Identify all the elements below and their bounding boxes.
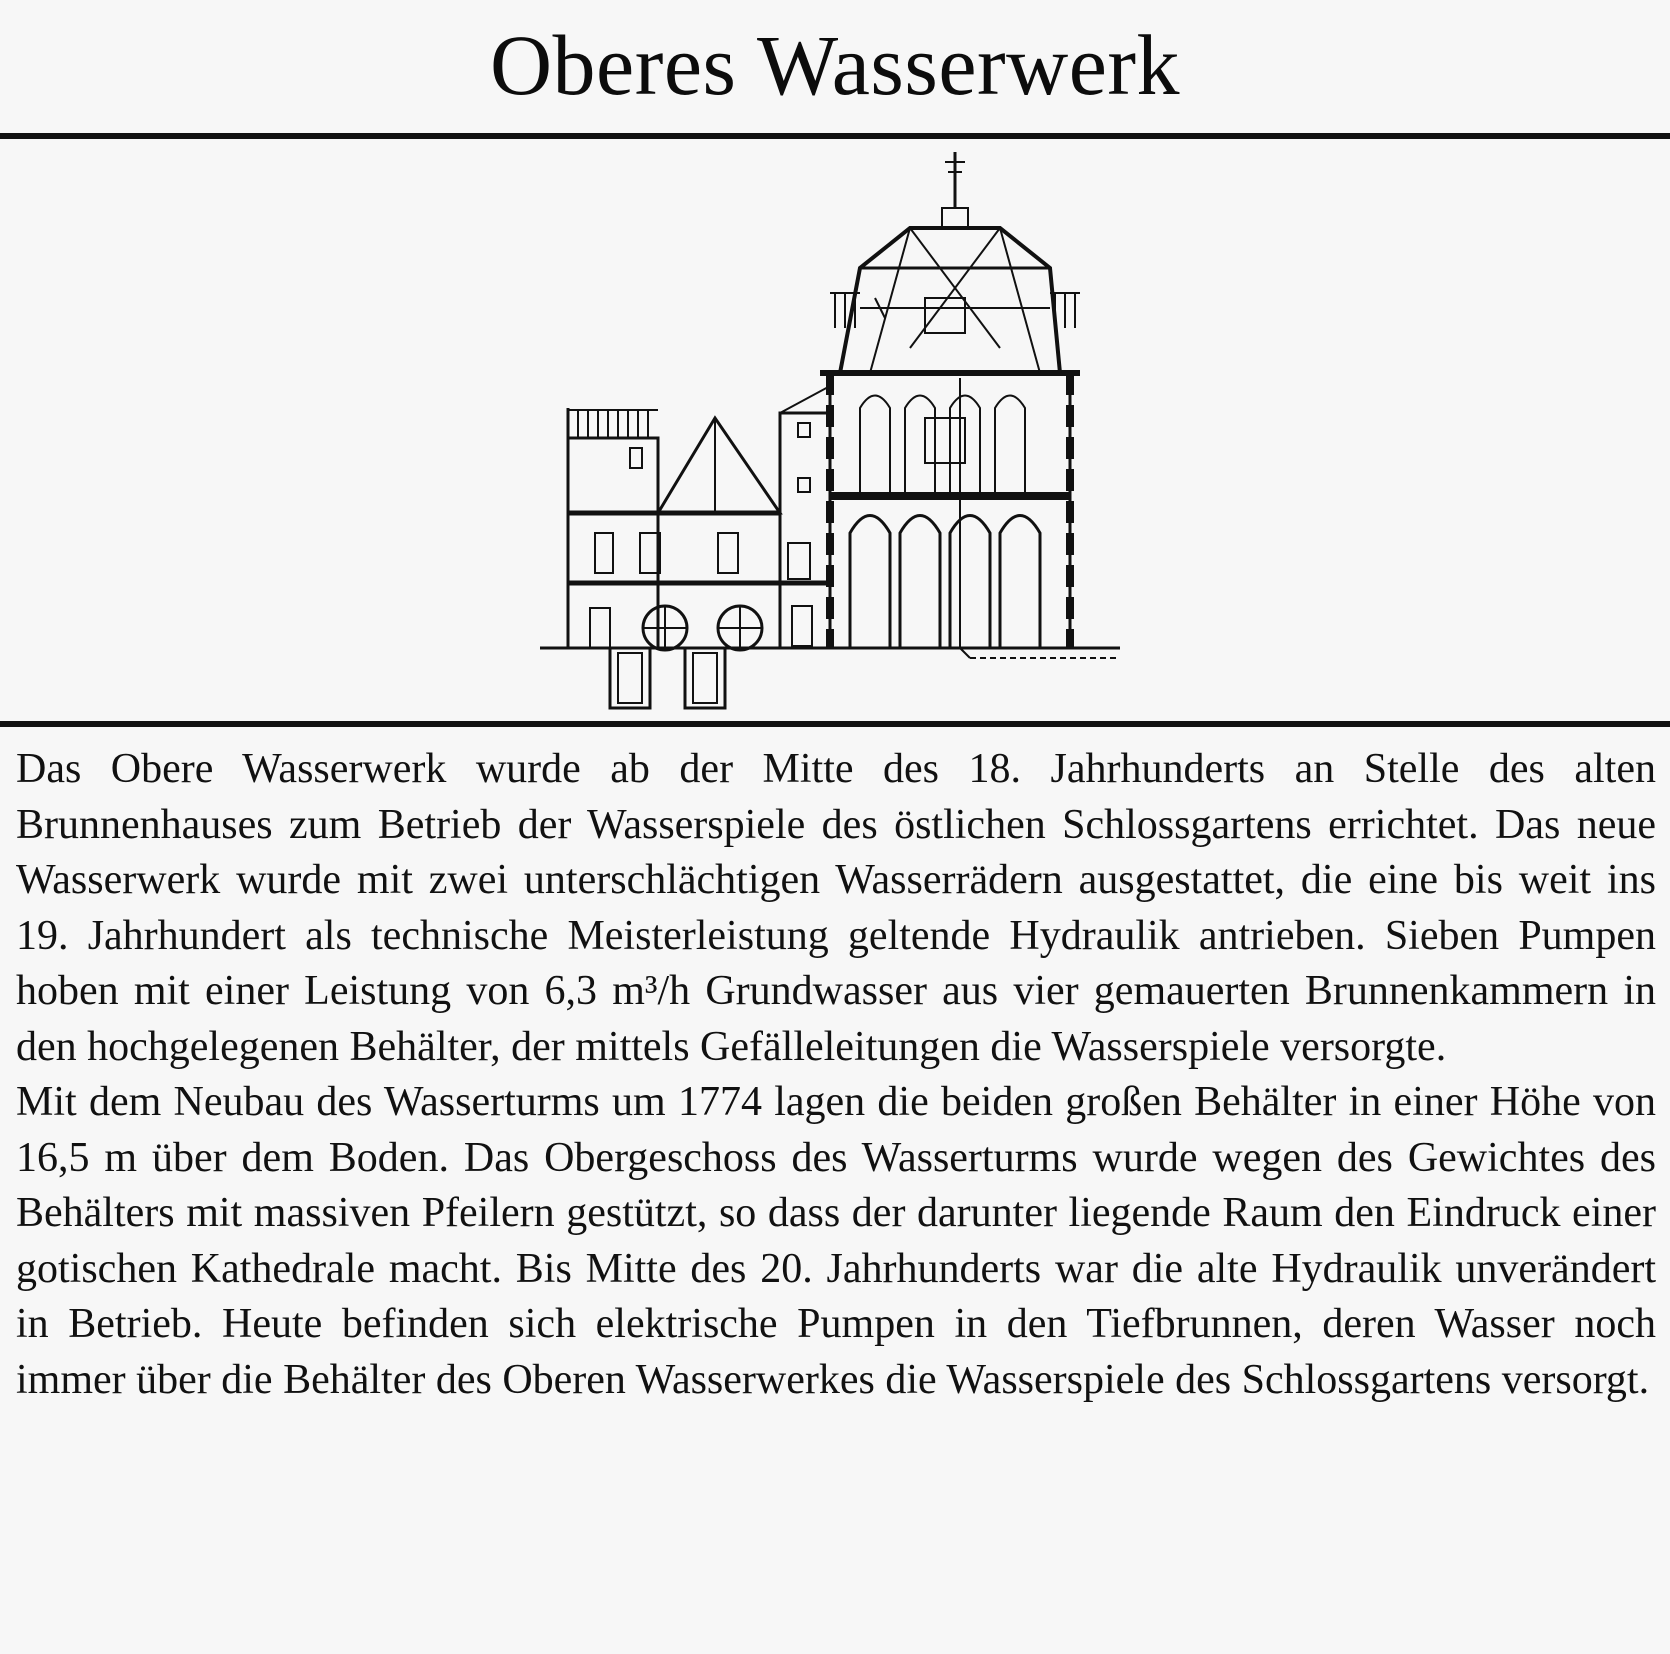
- paragraph-2: Mit dem Neubau des Wasserturms um 1774 lagen die beiden großen Behälter in einer Höhe von 16,5 m über dem Boden. Das Obergeschoss des Wasserturms wurde wegen des Gewichtes des Behälters mit massiven Pfeilern gestützt, so dass der darunter liegende Raum den Eindruck einer gotischen Kathedrale macht. Bis Mitte des 20. Jahrhunderts war die alte Hydraulik unverändert in Betrieb. Heute befinden sich elektrische Pumpen in den Tiefbrunnen, deren Wasser noch immer über die Behälter des Oberen Wasserwerkes die Wasserspiele des Schlossgartens versorgt.: [16, 1079, 1656, 1403]
- paragraph-1: Das Obere Wasserwerk wurde ab der Mitte des 18. Jahrhunderts an Stelle des alten Brunnenhauses zum Betrieb der Wasserspiele des östlichen Schlossgartens errichtet. Das neue Wasserwerk wurde mit zwei unterschlächtigen Wasserrädern ausgestattet, die eine bis weit ins 19. Jahrhundert als technische Meisterleistung geltende Hydraulik antrieben. Sieben Pumpen hoben mit einer Leistung von 6,3 m³/h Grundwasser aus vier gemauerten Brunnenkammern in den hochgelegenen Behälter, der mittels Gefälleleitungen die Wasserspiele versorgte.: [16, 746, 1656, 1070]
- top-divider: [0, 133, 1670, 139]
- page-title: Oberes Wasserwerk: [489, 17, 1181, 113]
- building-section-drawing: [530, 148, 1130, 718]
- bottom-divider: [0, 721, 1670, 727]
- description-text: [16, 742, 1656, 1408]
